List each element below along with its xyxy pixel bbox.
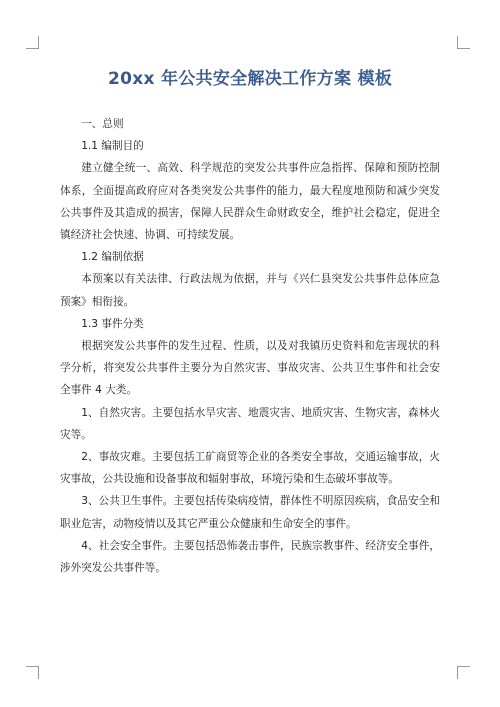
body-paragraph: 本预案以有关法律、行政法规为依据，并与《兴仁县突发公共事件总体应急预案》相衔接。: [60, 273, 440, 308]
crop-mark-bottom-left: [26, 666, 39, 679]
subsection-heading: 1.1 编制目的: [81, 140, 144, 153]
body-paragraph: 根据突发公共事件的发生过程、性质，以及对我镇历史资料和危害现状的科学分析，将突发公共事件主要分为自然灾害、事故灾害、公共卫生事件和社会安全事件 4 大类。: [60, 340, 440, 397]
document-body: [60, 113, 440, 579]
list-item: 1、自然灾害。主要包括水旱灾害、地震灾害、地质灾害、生物灾害，森林火灾等。: [60, 406, 440, 441]
crop-mark-top-right: [457, 36, 470, 49]
list-item: 3、公共卫生事件。主要包括传染病疫情，群体性不明原因疾病，食品安全和职业危害，动物疫情以及其它严重公众健康和生命安全的事件。: [60, 495, 440, 530]
crop-mark-top-left: [26, 36, 39, 49]
crop-mark-bottom-right: [457, 666, 470, 679]
document-title: 20xx 年公共安全解决工作方案 模板: [107, 69, 393, 89]
subsection-heading: 1.3 事件分类: [81, 317, 144, 330]
subsection-heading: 1.2 编制依据: [81, 251, 144, 264]
list-item: 2、事故灾难。主要包括工矿商贸等企业的各类安全事故，交通运输事故，火灾事故，公共设施和设备事故和辐射事故，环境污染和生态破坏事故等。: [60, 451, 440, 486]
section-heading: 一、总则: [81, 118, 124, 130]
list-item: 4、社会安全事件。主要包括恐怖袭击事件，民族宗教事件、经济安全事件，涉外突发公共事件等。: [60, 539, 440, 575]
body-paragraph: 建立健全统一、高效、科学规范的突发公共事件应急指挥、保障和预防控制体系，全面提高政府应对各类突发公共事件的能力，最大程度地预防和减少突发公共事件及其造成的损害，保障人民群众生命财政安全，维护社会稳定，促进全镇经济社会快速、协调、可持续发展。: [60, 162, 440, 242]
